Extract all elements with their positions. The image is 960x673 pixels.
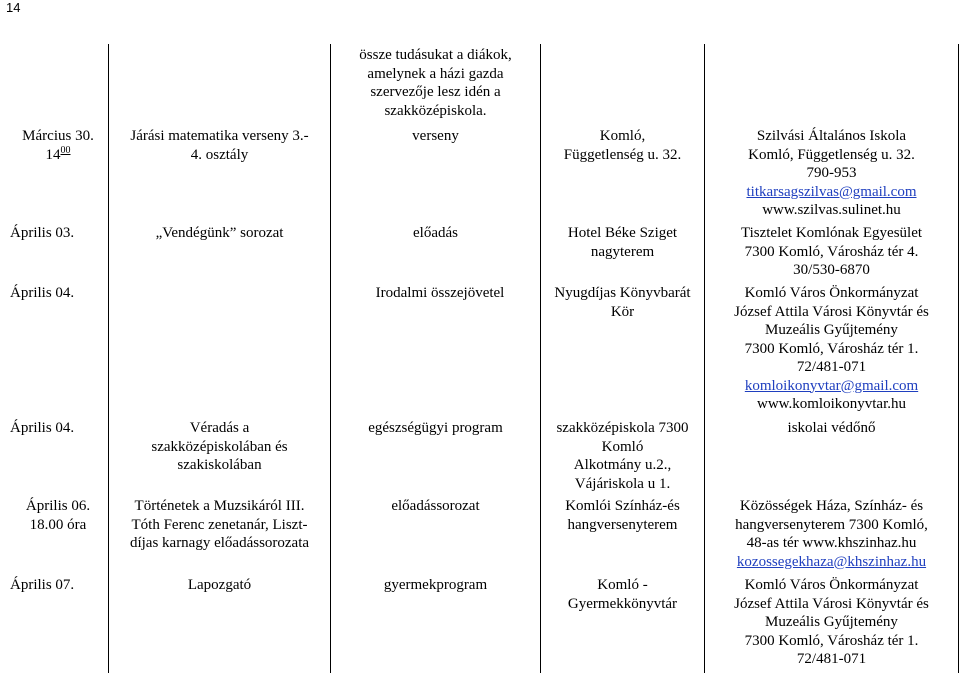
organizer-line: 72/481-071	[796, 651, 867, 667]
description-line: amelynek a házi gazda	[367, 65, 504, 82]
organizer-line: Muzeális Gyűjtemény	[765, 614, 898, 630]
organizer-line: 790-953	[806, 165, 857, 181]
event-date: Április 07.	[10, 577, 75, 593]
description-line: szakközépiskola.	[384, 102, 487, 119]
event-date	[10, 127, 106, 164]
description-line: össze tudásukat a diákok,	[359, 47, 512, 63]
organizer-website: www.szilvas.sulinet.hu	[762, 202, 901, 218]
page-number: 14	[6, 0, 21, 15]
venue-line: Alkotmány u.2.,	[573, 457, 672, 473]
event-line: Történetek a Muzsikáról III.	[134, 498, 305, 514]
venue-line: Komló -	[597, 577, 648, 593]
organizer-line: József Attila Városi Könyvtár és	[734, 303, 929, 320]
event-line: szakiskolában	[177, 457, 262, 473]
event-line: Véradás a	[189, 420, 250, 436]
event-type: előadás	[413, 225, 458, 241]
organizer-line: 7300 Komló, Városház tér 4.	[744, 243, 919, 260]
event-date	[10, 497, 106, 534]
event-type: verseny	[412, 128, 459, 144]
event-line: 4. osztály	[190, 146, 249, 163]
time-minute: 00	[60, 144, 71, 156]
venue-line: Komlói Színház-és	[565, 498, 680, 514]
table-border	[958, 44, 959, 673]
venue-line: Gyermekkönyvtár	[567, 595, 678, 612]
organizer-email-link[interactable]: kozossegekhaza@khszinhaz.hu	[736, 553, 927, 570]
event-organizer	[705, 224, 958, 280]
event-date: Április 04.	[10, 420, 75, 436]
event-line: Járási matematika verseny 3.-	[130, 128, 309, 144]
date-text: Március 30.	[22, 128, 94, 144]
event-venue	[541, 576, 704, 613]
event-description	[331, 46, 540, 120]
organizer-line: Komló Város Önkormányzat	[744, 577, 919, 593]
event-type: egészségügyi program	[368, 420, 503, 436]
event-venue	[541, 419, 704, 493]
organizer-email-link[interactable]: titkarsagszilvas@gmail.com	[746, 183, 917, 200]
event-venue	[541, 497, 704, 534]
organizer-line: 7300 Komló, Városház tér 1.	[744, 340, 919, 357]
description-line: szervezője lesz idén a	[370, 84, 501, 100]
date-text: Április 06.	[25, 498, 91, 514]
event-title: „Vendégünk” sorozat	[155, 225, 284, 241]
event-venue	[541, 224, 704, 261]
event-venue	[541, 127, 704, 164]
organizer-line: 48-as tér www.khszinhaz.hu	[746, 535, 917, 551]
event-venue	[541, 284, 704, 321]
event-organizer: iskolai védőnő	[787, 420, 876, 436]
event-type: gyermekprogram	[383, 577, 488, 593]
organizer-line: 72/481-071	[796, 359, 867, 375]
event-organizer	[705, 127, 958, 220]
venue-line: hangversenyterem	[567, 516, 678, 533]
organizer-line: Muzeális Gyűjtemény	[765, 322, 898, 338]
organizer-line: hangversenyterem 7300 Komló,	[735, 516, 928, 533]
event-date: Április 03.	[10, 225, 75, 241]
event-title	[109, 497, 330, 553]
event-organizer	[705, 497, 958, 571]
venue-line: Függetlenség u. 32.	[563, 146, 682, 163]
organizer-website: www.komloikonyvtar.hu	[756, 396, 907, 412]
event-date: Április 04.	[10, 285, 75, 301]
organizer-line: 7300 Komló, Városház tér 1.	[744, 632, 919, 649]
event-type: Irodalmi összejövetel	[375, 285, 505, 301]
organizer-line: Közösségek Háza, Színház- és	[739, 498, 924, 514]
event-organizer	[705, 284, 958, 414]
organizer-line: Tisztelet Komlónak Egyesület	[740, 225, 923, 241]
event-title: Lapozgató	[187, 577, 252, 593]
organizer-line: József Attila Városi Könyvtár és	[734, 595, 929, 612]
venue-line: Nyugdíjas Könyvbarát	[554, 285, 691, 301]
event-line: díjas karnagy előadássorozata	[129, 535, 310, 551]
event-title	[109, 419, 330, 475]
event-time: 18.00 óra	[29, 516, 87, 533]
event-organizer	[705, 576, 958, 669]
event-time	[10, 146, 106, 165]
venue-line: Komló,	[599, 128, 646, 144]
event-type: előadássorozat	[391, 498, 480, 514]
venue-line: Vájáriskola u 1.	[574, 475, 671, 492]
venue-line: nagyterem	[590, 243, 655, 260]
time-hour: 14	[45, 146, 61, 163]
event-title	[109, 127, 330, 164]
venue-line: Kör	[610, 303, 635, 320]
event-line: Tóth Ferenc zenetanár, Liszt-	[131, 516, 308, 533]
organizer-line: Komló, Függetlenség u. 32.	[748, 146, 915, 163]
event-line: szakközépiskolában és	[151, 438, 288, 455]
organizer-line: Szilvási Általános Iskola	[756, 128, 907, 144]
venue-line: Komló	[601, 438, 644, 455]
organizer-line: Komló Város Önkormányzat	[744, 285, 919, 301]
organizer-line: 30/530-6870	[793, 262, 870, 278]
organizer-email-link[interactable]: komloikonyvtar@gmail.com	[744, 377, 919, 394]
venue-line: Hotel Béke Sziget	[567, 225, 678, 241]
venue-line: szakközépiskola 7300	[556, 420, 689, 436]
